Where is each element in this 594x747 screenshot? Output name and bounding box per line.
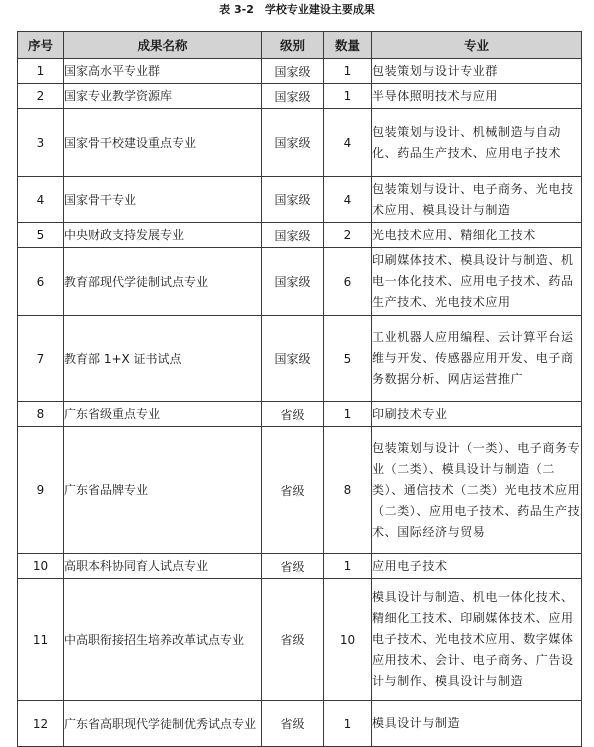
cell-no: 2: [18, 84, 64, 109]
cell-name: 中高职衔接招生培养改革试点专业: [64, 579, 262, 701]
cell-level: 省级: [262, 427, 324, 554]
cell-name: 中央财政支持发展专业: [64, 223, 262, 248]
cell-major: 模具设计与制造: [372, 701, 582, 747]
cell-major: 包装策划与设计、机械制造与自动化、药品生产技术、应用电子技术: [372, 109, 582, 177]
cell-count: 1: [324, 701, 372, 747]
header-name: 成果名称: [64, 32, 262, 59]
header-major: 专业: [372, 32, 582, 59]
achievements-table: [17, 31, 582, 747]
table-row: [18, 554, 582, 579]
cell-count: 2: [324, 223, 372, 248]
cell-major: 半导体照明技术与应用: [372, 84, 582, 109]
cell-count: 4: [324, 177, 372, 223]
table-header-row: [18, 32, 582, 59]
cell-count: 1: [324, 402, 372, 427]
cell-major: 工业机器人应用编程、云计算平台运维与开发、传感器应用开发、电子商务数据分析、网店运营推广: [372, 316, 582, 402]
cell-count: 10: [324, 579, 372, 701]
header-count: 数量: [324, 32, 372, 59]
cell-name: 广东省高职现代学徒制优秀试点专业: [64, 701, 262, 747]
cell-level: 国家级: [262, 84, 324, 109]
cell-count: 1: [324, 84, 372, 109]
cell-major: 包装策划与设计、电子商务、光电技术应用、模具设计与制造: [372, 177, 582, 223]
table-row: [18, 109, 582, 177]
cell-no: 12: [18, 701, 64, 747]
table-row: [18, 84, 582, 109]
table-row: [18, 248, 582, 316]
cell-level: 国家级: [262, 248, 324, 316]
cell-no: 8: [18, 402, 64, 427]
table-row: [18, 701, 582, 747]
cell-no: 5: [18, 223, 64, 248]
cell-count: 5: [324, 316, 372, 402]
cell-level: 省级: [262, 579, 324, 701]
cell-no: 6: [18, 248, 64, 316]
cell-level: 省级: [262, 402, 324, 427]
cell-level: 国家级: [262, 223, 324, 248]
cell-name: 广东省品牌专业: [64, 427, 262, 554]
table-row: [18, 59, 582, 84]
cell-no: 7: [18, 316, 64, 402]
cell-major: 光电技术应用、精细化工技术: [372, 223, 582, 248]
cell-count: 8: [324, 427, 372, 554]
cell-name: 国家高水平专业群: [64, 59, 262, 84]
header-level: 级别: [262, 32, 324, 59]
table-row: [18, 427, 582, 554]
cell-major: 包装策划与设计专业群: [372, 59, 582, 84]
cell-level: 国家级: [262, 316, 324, 402]
cell-major: 印刷技术专业: [372, 402, 582, 427]
cell-no: 1: [18, 59, 64, 84]
cell-major: 包装策划与设计（一类）、电子商务专业（二类）、模具设计与制造（二类）、通信技术（二类）光电技术应用（二类）、应用电子技术、药品生产技术、国际经济与贸易: [372, 427, 582, 554]
cell-no: 9: [18, 427, 64, 554]
cell-level: 省级: [262, 701, 324, 747]
cell-major: 印刷媒体技术、模具设计与制造、机电一体化技术、应用电子技术、药品生产技术、光电技术应用: [372, 248, 582, 316]
cell-name: 高职本科协同育人试点专业: [64, 554, 262, 579]
cell-name: 教育部现代学徒制试点专业: [64, 248, 262, 316]
cell-name: 国家骨干校建设重点专业: [64, 109, 262, 177]
cell-name: 国家专业教学资源库: [64, 84, 262, 109]
cell-level: 国家级: [262, 109, 324, 177]
cell-count: 4: [324, 109, 372, 177]
table-row: [18, 402, 582, 427]
table-row: [18, 177, 582, 223]
cell-no: 10: [18, 554, 64, 579]
cell-major: 应用电子技术: [372, 554, 582, 579]
table-row: [18, 316, 582, 402]
header-no: 序号: [18, 32, 64, 59]
cell-no: 3: [18, 109, 64, 177]
cell-count: 6: [324, 248, 372, 316]
table-row: [18, 223, 582, 248]
cell-no: 4: [18, 177, 64, 223]
cell-count: 1: [324, 59, 372, 84]
cell-level: 省级: [262, 554, 324, 579]
cell-level: 国家级: [262, 177, 324, 223]
cell-name: 教育部 1+X 证书试点: [64, 316, 262, 402]
cell-no: 11: [18, 579, 64, 701]
cell-major: 模具设计与制造、机电一体化技术、精细化工技术、印刷媒体技术、应用电子技术、光电技术应用、数字媒体应用技术、会计、电子商务、广告设计与制作、模具设计与制造: [372, 579, 582, 701]
cell-name: 国家骨干专业: [64, 177, 262, 223]
table-row: [18, 579, 582, 701]
cell-count: 1: [324, 554, 372, 579]
cell-level: 国家级: [262, 59, 324, 84]
table-caption: 表 3-2 学校专业建设主要成果: [219, 3, 375, 16]
cell-name: 广东省级重点专业: [64, 402, 262, 427]
